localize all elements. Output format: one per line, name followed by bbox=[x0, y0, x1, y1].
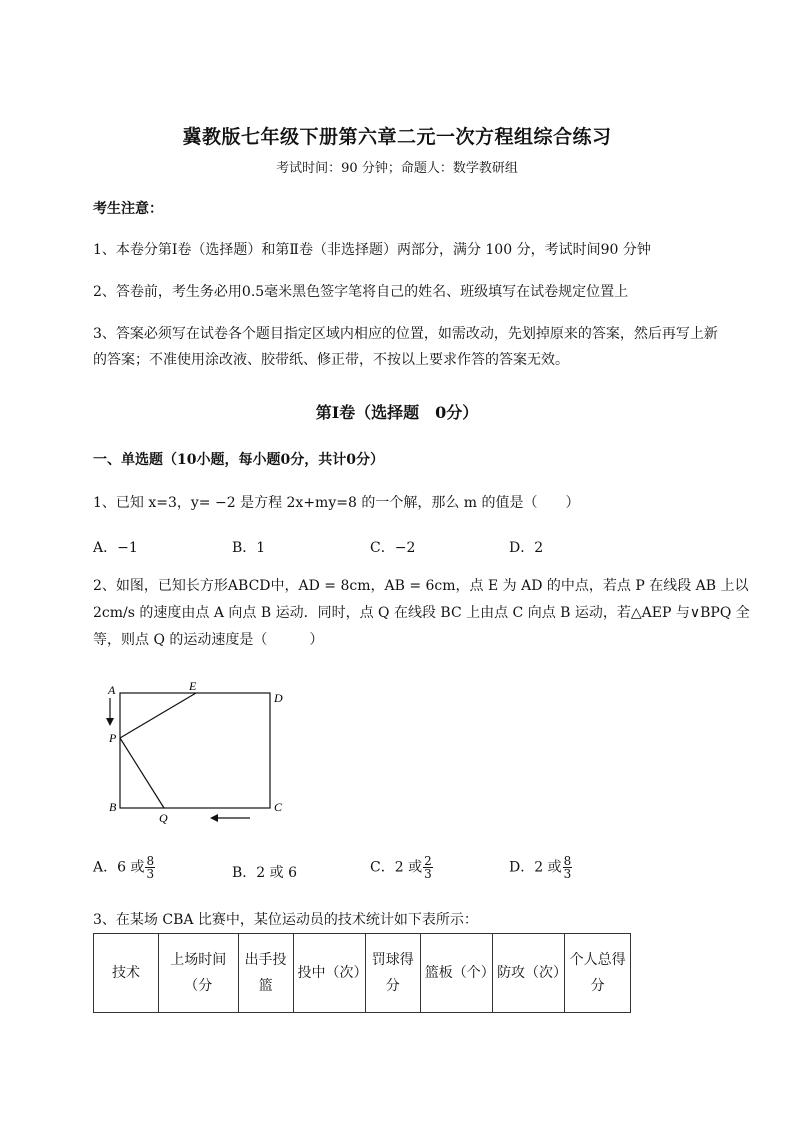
fraction bbox=[423, 855, 433, 880]
arrow-a-to-b-head bbox=[106, 718, 114, 726]
fraction bbox=[145, 855, 155, 880]
question-1: 1、已知 x=3，y= −2 是方程 2x+my=8 的一个解，那么 m 的值是（ ） bbox=[93, 495, 580, 511]
fraction bbox=[563, 855, 573, 880]
q2-option-c bbox=[370, 855, 433, 880]
question-2-line-2: 2cm/s 的速度由点 A 向点 B 运动．同时，点 Q 在线段 BC 上由点 C 向点 B 运动，若△AEP 与∨BPQ 全 bbox=[93, 605, 750, 621]
segment-pq bbox=[120, 738, 164, 808]
question-3: 3、在某场 CBA 比赛中，某位运动员的技术统计如下表所示： bbox=[93, 912, 478, 928]
table-header-cell: 技术 bbox=[94, 934, 159, 1013]
q1-option-c: C．−2 bbox=[370, 540, 416, 556]
q2-option-a bbox=[93, 855, 155, 880]
fraction-numerator: 8 bbox=[563, 854, 572, 868]
segment-pe bbox=[120, 693, 196, 738]
fraction-numerator: 2 bbox=[424, 854, 432, 868]
fraction-denominator: 3 bbox=[146, 867, 155, 881]
table-header-cell: 篮板（个） bbox=[420, 934, 492, 1013]
fraction-denominator: 3 bbox=[563, 867, 572, 881]
exam-info: 考试时间：90 分钟；命题人：数学教研组 bbox=[276, 161, 518, 176]
table-header-cell: 防攻（次） bbox=[493, 934, 565, 1013]
q1-option-b: B．1 bbox=[232, 540, 266, 556]
table-header-cell: 罚球得分 bbox=[365, 934, 420, 1013]
question-2-line-1: 2、如图，已知长方形ABCD中，AD = 8cm，AB = 6cm，点 E 为 AD 的中点，若点 P 在线段 AB 上以 bbox=[93, 578, 749, 594]
page-title: 冀教版七年级下册第六章二元一次方程组综合练习 bbox=[182, 126, 612, 148]
part-one-title: 第Ⅰ卷（选择题 0分） bbox=[315, 403, 479, 422]
q2-option-a-label: A．6 或 bbox=[93, 859, 145, 876]
fraction-denominator: 3 bbox=[424, 867, 432, 881]
rectangle-abcd bbox=[120, 693, 270, 808]
label-a: A bbox=[108, 683, 116, 697]
table-header-cell: 上场时间（分 bbox=[159, 934, 239, 1013]
label-q: Q bbox=[159, 811, 168, 825]
rectangle-diagram bbox=[100, 676, 300, 826]
notice-item-3-continued: 的答案；不准使用涂改液、胶带纸、修正带，不按以上要求作答的答案无效。 bbox=[93, 352, 569, 368]
q1-option-d: D．2 bbox=[509, 540, 544, 556]
stats-table bbox=[93, 933, 631, 1013]
q2-option-d bbox=[509, 855, 572, 880]
q2-option-d-label: D．2 或 bbox=[509, 859, 562, 876]
arrow-c-to-b-head bbox=[210, 814, 218, 822]
label-b: B bbox=[109, 800, 117, 814]
fraction-numerator: 8 bbox=[146, 854, 155, 868]
label-e: E bbox=[189, 679, 197, 693]
label-d: D bbox=[274, 691, 283, 705]
question-2-line-3: 等，则点 Q 的运动速度是（ ） bbox=[93, 632, 324, 648]
notice-heading: 考生注意： bbox=[93, 201, 163, 217]
table-header-cell: 投中（次） bbox=[293, 934, 365, 1013]
q2-option-c-label: C．2 或 bbox=[370, 859, 423, 876]
table-header-row bbox=[94, 934, 631, 1013]
notice-item-2: 2、答卷前，考生务必用0.5毫米黑色签字笔将自己的姓名、班级填写在试卷规定位置上 bbox=[93, 284, 629, 300]
q2-option-b-label: B．2 或 6 bbox=[232, 865, 298, 881]
notice-item-1: 1、本卷分第Ⅰ卷（选择题）和第Ⅱ卷（非选择题）两部分，满分 100 分，考试时间90 分钟 bbox=[93, 242, 651, 258]
q2-option-b bbox=[232, 862, 297, 882]
table-header-cell: 出手投篮 bbox=[238, 934, 293, 1013]
q1-option-a: A．−1 bbox=[93, 540, 138, 556]
label-p: P bbox=[109, 731, 117, 745]
section-heading: 一、单选题（10小题，每小题0分，共计0分） bbox=[93, 452, 384, 468]
table-header-cell: 个人总得分 bbox=[565, 934, 631, 1013]
notice-item-3: 3、答案必须写在试卷各个题目指定区域内相应的位置，如需改动，先划掉原来的答案，然后再写上新 bbox=[93, 326, 718, 342]
label-c: C bbox=[274, 800, 283, 814]
